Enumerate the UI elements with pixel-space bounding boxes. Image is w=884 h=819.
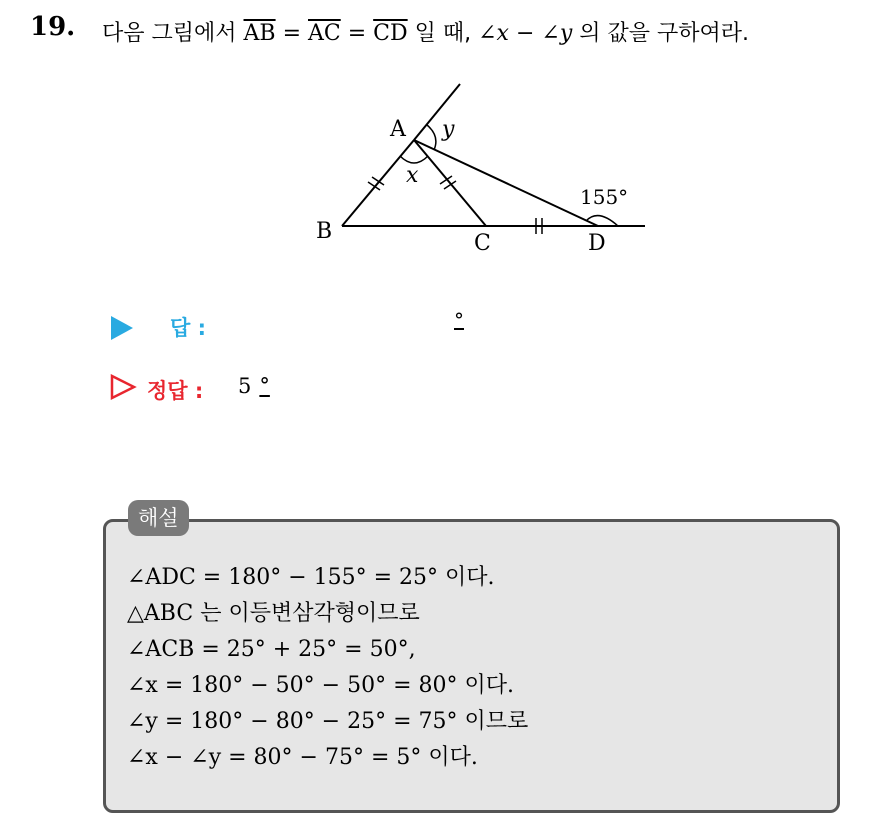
label-d: D: [588, 231, 606, 256]
answer-unit: °: [454, 308, 464, 332]
explanation-lines: [127, 560, 528, 776]
label-y: y: [442, 117, 455, 142]
label-x: x: [406, 163, 419, 188]
equals-2: =: [340, 21, 374, 46]
correct-value: 5: [238, 374, 252, 398]
angle-155-arc: [586, 216, 618, 226]
answer-label: 답 :: [170, 316, 206, 340]
line-ab: [342, 140, 414, 226]
question-mid: 일 때,: [407, 21, 479, 46]
angle-x-text: ∠x: [478, 21, 509, 46]
question-suffix: 의 값을 구하여라.: [572, 21, 750, 46]
label-155: 155°: [580, 185, 629, 209]
correct-label: 정답 :: [147, 379, 204, 403]
angle-x-arc: [400, 156, 428, 163]
explanation-tag: 해설: [128, 500, 189, 536]
line-ac: [414, 140, 486, 226]
label-a: A: [390, 117, 406, 142]
equals-1: =: [275, 21, 308, 46]
explanation-line: ∠ADC = 180° − 155° = 25° 이다.: [127, 565, 495, 590]
explanation-line: △ABC 는 이등변삼각형이므로: [127, 601, 420, 626]
minus-sign: −: [508, 21, 542, 46]
segment-ab: $\overline{AB}$: [243, 21, 276, 46]
answer-arrow-icon: [111, 316, 133, 340]
angle-y-text: ∠y: [541, 21, 573, 46]
question-prefix: 다음 그림에서: [102, 21, 237, 46]
correct-unit: °: [259, 374, 270, 398]
correct-answer: [238, 374, 270, 398]
triangle-figure: [300, 78, 660, 268]
label-c: C: [474, 231, 491, 256]
explanation-line: ∠x = 180° − 50° − 50° = 80° 이다.: [127, 673, 514, 698]
correct-arrow-icon: [110, 374, 138, 400]
question-number: 19.: [30, 12, 76, 42]
explanation-line: ∠y = 180° − 80° − 25° = 75° 이므로: [127, 709, 529, 734]
segment-cd: $\overline{CD}$: [373, 21, 408, 46]
explanation-line: ∠x − ∠y = 80° − 75° = 5° 이다.: [127, 745, 478, 770]
explanation-line: ∠ACB = 25° + 25° = 50°,: [127, 637, 416, 662]
segment-ac: $\overline{AC}$: [308, 21, 341, 46]
question-text: [102, 16, 749, 47]
label-b: B: [316, 219, 333, 244]
